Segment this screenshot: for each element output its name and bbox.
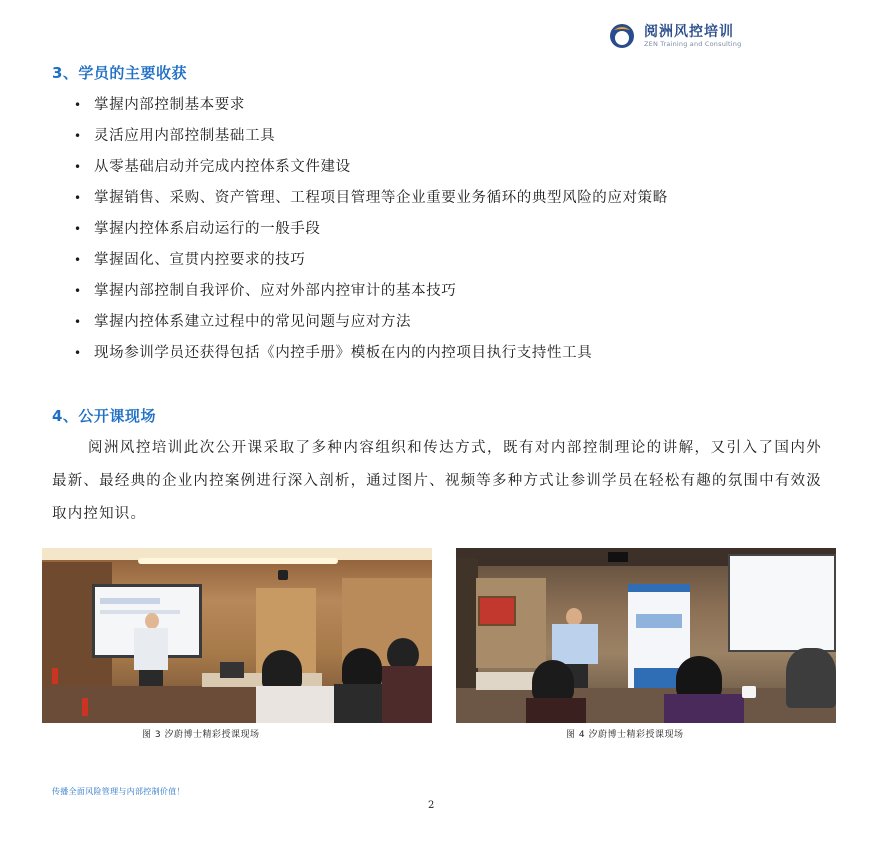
company-logo (608, 20, 768, 52)
list-item: • 现场参训学员还获得包括《内控手册》模板在内的内控项目执行支持性工具 (72, 338, 832, 369)
logo-name-cn: 阅洲风控培训 (644, 23, 734, 40)
list-item: • 掌握内部控制基本要求 (72, 90, 832, 121)
footer-slogan: 传播全面风险管理与内部控制价值！ (52, 787, 185, 796)
photo-1-caption: 图 3 汐蔚博士精彩授课现场 (142, 730, 260, 740)
section-4-heading: 4、公开课现场 (52, 407, 156, 425)
logo-circle-icon (608, 22, 636, 50)
list-item: • 掌握内控体系启动运行的一般手段 (72, 214, 832, 245)
classroom-photo-1 (42, 548, 432, 723)
section-4-paragraph: 阅洲风控培训此次公开课采取了多种内容组织和传达方式，既有对内部控制理论的讲解，又引入了国内外最新、最经典的企业内控案例进行深入剖析，通过图片、视频等多种方式让参训学员在轻松有趣的氛围中有效汲取内控知识。 (52, 440, 822, 522)
photo-2-caption: 图 4 汐蔚博士精彩授课现场 (566, 730, 684, 740)
list-item: • 灵活应用内部控制基础工具 (72, 121, 832, 152)
logo-name-en: ZEN Training and Consulting (644, 39, 742, 48)
list-item: • 掌握内部控制自我评价、应对外部内控审计的基本技巧 (72, 276, 832, 307)
section-3-heading: 3、学员的主要收获 (52, 64, 187, 82)
list-item: • 从零基础启动并完成内控体系文件建设 (72, 152, 832, 183)
gains-list (72, 90, 832, 369)
page-number: 2 (428, 800, 435, 811)
list-item: • 掌握内控体系建立过程中的常见问题与应对方法 (72, 307, 832, 338)
list-item: • 掌握固化、宣贯内控要求的技巧 (72, 245, 832, 276)
list-item: • 掌握销售、采购、资产管理、工程项目管理等企业重要业务循环的典型风险的应对策略 (72, 183, 832, 214)
classroom-photo-2 (456, 548, 836, 723)
